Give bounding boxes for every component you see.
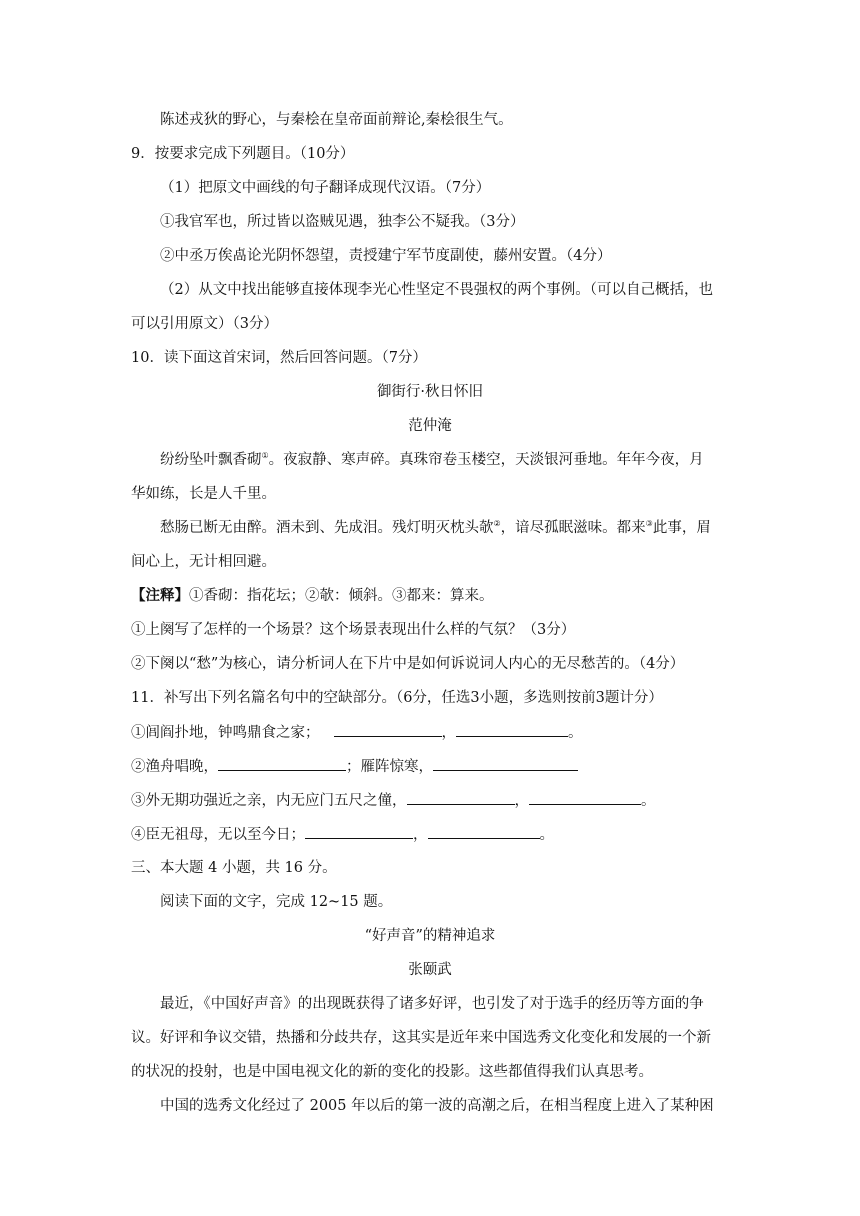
answer-blank[interactable]	[456, 722, 568, 737]
fill-text: ，	[441, 725, 456, 741]
article-paragraph-line: 中国的选秀文化经过了 2005 年以后的第一波的高潮之后，在相当程度上进入了某种困	[160, 1098, 714, 1114]
article-author: 张颐武	[408, 962, 452, 978]
question-9-part-2-cont: 可以引用原文）（3分）	[131, 316, 278, 332]
article-paragraph-line: 的状况的投射，也是中国电视文化的新的变化的投影。这些都值得我们认真思考。	[131, 1064, 653, 1080]
poem-line	[160, 518, 711, 538]
answer-blank[interactable]	[529, 790, 641, 805]
poem-text: 此事，眉	[652, 520, 711, 536]
passage-line: 陈述戎狄的野心，与秦桧在皇帝面前辩论,秦桧很生气。	[160, 112, 513, 128]
question-9: 9．按要求完成下列题目。（10分）	[131, 146, 355, 162]
annotation-label: 【注释】	[131, 587, 189, 604]
annotation	[131, 586, 494, 606]
fill-text: 。	[641, 793, 656, 809]
fill-text: ，	[514, 793, 529, 809]
poem-text: 愁肠已断无由醉。酒未到、先成泪。残灯明灭枕头欹	[160, 520, 494, 536]
poem-line: 间心上，无计相回避。	[131, 554, 276, 570]
poem-text: ，谙尽孤眠滋味。都来	[500, 520, 646, 536]
answer-blank[interactable]	[428, 824, 540, 839]
fill-text: ；雁阵惊寒，	[346, 759, 433, 775]
footnote-mark: ①	[261, 451, 269, 460]
reading-instruction: 阅读下面的文字，完成 12~15 题。	[160, 894, 393, 910]
question-9-part-2: （2）从文中找出能够直接体现李光心性坚定不畏强权的两个事例。（可以自己概括，也	[160, 282, 713, 298]
fill-blank-4	[131, 824, 554, 845]
poem-line: 华如练，长是人千里。	[131, 486, 276, 502]
fill-blank-1	[131, 722, 583, 743]
answer-blank[interactable]	[334, 722, 442, 737]
poem-line	[160, 450, 704, 470]
fill-text: 。	[568, 725, 583, 741]
answer-blank[interactable]	[407, 790, 515, 805]
fill-text: ③外无期功强近之亲，内无应门五尺之僮，	[131, 793, 407, 809]
poem-author: 范仲淹	[408, 418, 452, 434]
answer-blank[interactable]	[305, 824, 413, 839]
section-3-heading: 三、本大题 4 小题，共 16 分。	[131, 860, 337, 876]
footnote-mark: ③	[645, 519, 653, 528]
question-10-1: ①上阕写了怎样的一个场景？这个场景表现出什么样的气氛？（3分）	[131, 622, 576, 638]
poem-title: 御街行·秋日怀旧	[376, 384, 484, 400]
question-9-part-1: （1）把原文中画线的句子翻译成现代汉语。（7分）	[160, 180, 491, 196]
question-9-sentence-1: ①我官军也，所过皆以盗贼见遇，独李公不疑我。（3分）	[160, 214, 525, 230]
fill-text: ①闾阎扑地，钟鸣鼎食之家；	[131, 725, 320, 741]
fill-blank-3	[131, 790, 656, 811]
footnote-mark: ②	[493, 519, 501, 528]
fill-text: 。	[539, 827, 554, 843]
poem-text: 纷纷坠叶飘香砌	[160, 452, 262, 468]
question-10-2: ②下阕以“愁”为核心，请分析词人在下片中是如何诉说词人内心的无尽愁苦的。（4分）	[131, 656, 685, 672]
fill-blank-2	[131, 756, 578, 777]
fill-text: ，	[413, 827, 428, 843]
annotation-text: ①香砌：指花坛；②欹：倾斜。③都来：算来。	[189, 588, 494, 604]
article-paragraph-line: 最近，《中国好声音》的出现既获得了诸多好评，也引发了对于选手的经历等方面的争	[160, 996, 704, 1012]
article-paragraph-line: 议。好评和争议交错，热播和分歧共存，这其实是近年来中国选秀文化变化和发展的一个新	[131, 1030, 711, 1046]
poem-text: 。夜寂静、寒声碎。真珠帘卷玉楼空，天淡银河垂地。年年今夜，月	[268, 452, 704, 468]
question-9-sentence-2: ②中丞万俟卨论光阴怀怨望，责授建宁军节度副使，藤州安置。（4分）	[160, 248, 612, 264]
article-title: “好声音”的精神追求	[364, 928, 496, 944]
question-10: 10．读下面这首宋词，然后回答问题。（7分）	[131, 350, 427, 366]
answer-blank[interactable]	[433, 756, 578, 771]
fill-text: ②渔舟唱晚，	[131, 759, 218, 775]
question-11: 11．补写出下列名篇名句中的空缺部分。（6分，任选3小题，多选则按前3题计分）	[131, 690, 663, 706]
answer-blank[interactable]	[218, 756, 346, 771]
fill-text: ④臣无祖母，无以至今日；	[131, 827, 305, 843]
